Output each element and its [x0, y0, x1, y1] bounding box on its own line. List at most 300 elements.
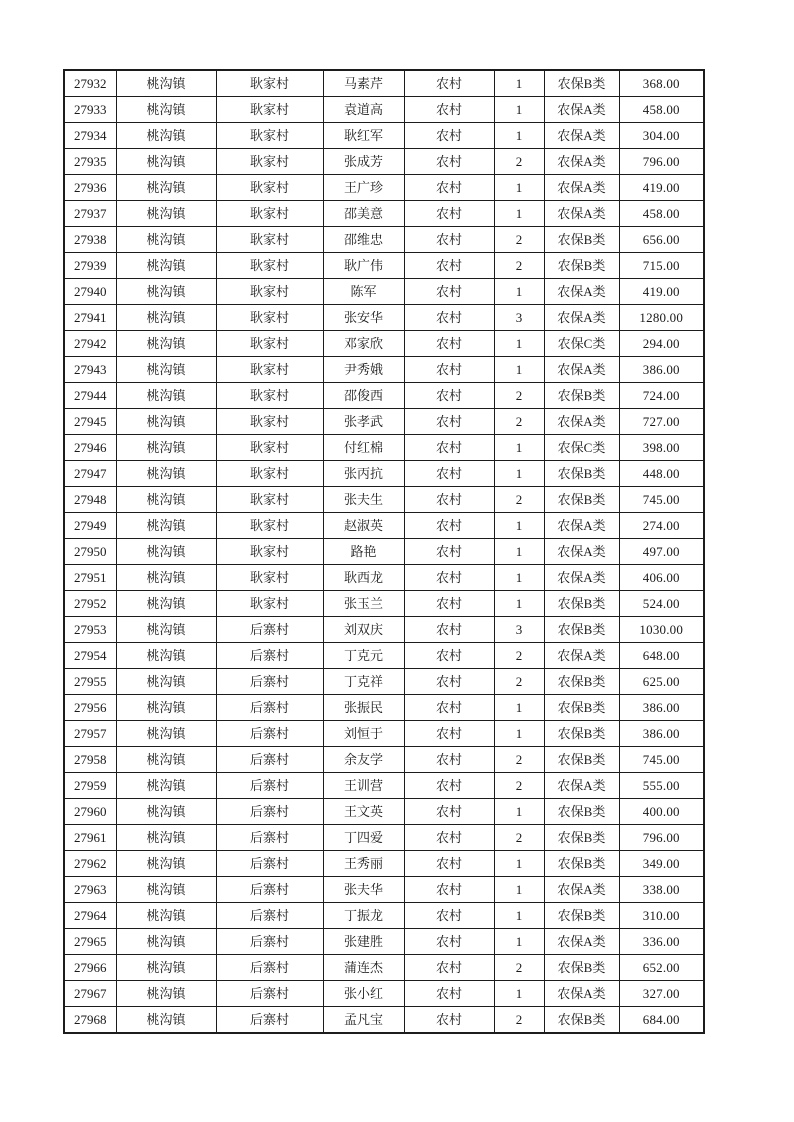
cell-record-id: 27947 [64, 461, 116, 487]
cell-village: 后寨村 [216, 981, 323, 1007]
cell-insurance-type: 农保B类 [544, 903, 619, 929]
cell-insurance-type: 农保B类 [544, 461, 619, 487]
cell-village: 耿家村 [216, 123, 323, 149]
cell-category: 农村 [404, 695, 494, 721]
cell-record-id: 27935 [64, 149, 116, 175]
cell-town: 桃沟镇 [116, 1007, 216, 1034]
table-row [64, 461, 704, 487]
cell-count: 2 [494, 773, 544, 799]
cell-insurance-type: 农保B类 [544, 955, 619, 981]
cell-town: 桃沟镇 [116, 175, 216, 201]
cell-village: 耿家村 [216, 175, 323, 201]
cell-person-name: 邵维忠 [323, 227, 404, 253]
table-row [64, 747, 704, 773]
table-row [64, 149, 704, 175]
cell-amount: 458.00 [619, 201, 704, 227]
cell-category: 农村 [404, 409, 494, 435]
table-row [64, 539, 704, 565]
cell-person-name: 刘双庆 [323, 617, 404, 643]
cell-town: 桃沟镇 [116, 617, 216, 643]
cell-category: 农村 [404, 123, 494, 149]
cell-amount: 524.00 [619, 591, 704, 617]
cell-town: 桃沟镇 [116, 461, 216, 487]
cell-count: 1 [494, 279, 544, 305]
cell-insurance-type: 农保A类 [544, 539, 619, 565]
cell-record-id: 27958 [64, 747, 116, 773]
cell-village: 耿家村 [216, 409, 323, 435]
cell-person-name: 袁道高 [323, 97, 404, 123]
cell-record-id: 27936 [64, 175, 116, 201]
table-row [64, 825, 704, 851]
cell-village: 后寨村 [216, 773, 323, 799]
table-row [64, 279, 704, 305]
cell-town: 桃沟镇 [116, 981, 216, 1007]
cell-count: 1 [494, 513, 544, 539]
cell-town: 桃沟镇 [116, 487, 216, 513]
cell-amount: 727.00 [619, 409, 704, 435]
cell-town: 桃沟镇 [116, 97, 216, 123]
cell-village: 后寨村 [216, 929, 323, 955]
cell-record-id: 27943 [64, 357, 116, 383]
cell-person-name: 张小红 [323, 981, 404, 1007]
cell-amount: 745.00 [619, 487, 704, 513]
cell-town: 桃沟镇 [116, 201, 216, 227]
cell-category: 农村 [404, 877, 494, 903]
cell-amount: 458.00 [619, 97, 704, 123]
cell-person-name: 王广珍 [323, 175, 404, 201]
cell-village: 耿家村 [216, 539, 323, 565]
cell-category: 农村 [404, 981, 494, 1007]
cell-town: 桃沟镇 [116, 695, 216, 721]
cell-insurance-type: 农保B类 [544, 695, 619, 721]
table-body [64, 70, 704, 1033]
cell-village: 耿家村 [216, 201, 323, 227]
table-row [64, 669, 704, 695]
cell-record-id: 27955 [64, 669, 116, 695]
cell-town: 桃沟镇 [116, 279, 216, 305]
cell-category: 农村 [404, 461, 494, 487]
cell-amount: 724.00 [619, 383, 704, 409]
cell-town: 桃沟镇 [116, 955, 216, 981]
cell-count: 1 [494, 565, 544, 591]
cell-amount: 398.00 [619, 435, 704, 461]
cell-count: 1 [494, 435, 544, 461]
table-row [64, 97, 704, 123]
cell-insurance-type: 农保B类 [544, 851, 619, 877]
cell-amount: 497.00 [619, 539, 704, 565]
cell-person-name: 耿西龙 [323, 565, 404, 591]
cell-record-id: 27941 [64, 305, 116, 331]
cell-category: 农村 [404, 773, 494, 799]
cell-count: 1 [494, 539, 544, 565]
cell-count: 2 [494, 669, 544, 695]
cell-category: 农村 [404, 799, 494, 825]
cell-town: 桃沟镇 [116, 851, 216, 877]
cell-village: 后寨村 [216, 721, 323, 747]
cell-person-name: 付红棉 [323, 435, 404, 461]
cell-category: 农村 [404, 357, 494, 383]
cell-town: 桃沟镇 [116, 825, 216, 851]
cell-category: 农村 [404, 721, 494, 747]
cell-category: 农村 [404, 149, 494, 175]
cell-village: 后寨村 [216, 643, 323, 669]
cell-record-id: 27967 [64, 981, 116, 1007]
cell-village: 耿家村 [216, 149, 323, 175]
cell-town: 桃沟镇 [116, 929, 216, 955]
cell-insurance-type: 农保A类 [544, 565, 619, 591]
cell-record-id: 27956 [64, 695, 116, 721]
cell-count: 1 [494, 695, 544, 721]
cell-record-id: 27938 [64, 227, 116, 253]
cell-record-id: 27961 [64, 825, 116, 851]
cell-count: 1 [494, 461, 544, 487]
table-row [64, 851, 704, 877]
cell-category: 农村 [404, 825, 494, 851]
cell-insurance-type: 农保A类 [544, 981, 619, 1007]
cell-category: 农村 [404, 643, 494, 669]
cell-category: 农村 [404, 1007, 494, 1034]
cell-village: 耿家村 [216, 487, 323, 513]
cell-count: 2 [494, 747, 544, 773]
table-row [64, 773, 704, 799]
table-row [64, 799, 704, 825]
cell-record-id: 27950 [64, 539, 116, 565]
table-row [64, 617, 704, 643]
cell-town: 桃沟镇 [116, 409, 216, 435]
cell-amount: 555.00 [619, 773, 704, 799]
cell-record-id: 27932 [64, 70, 116, 97]
cell-record-id: 27934 [64, 123, 116, 149]
cell-amount: 336.00 [619, 929, 704, 955]
cell-category: 农村 [404, 97, 494, 123]
cell-person-name: 孟凡宝 [323, 1007, 404, 1034]
cell-category: 农村 [404, 929, 494, 955]
cell-count: 3 [494, 617, 544, 643]
cell-person-name: 耿广伟 [323, 253, 404, 279]
cell-village: 耿家村 [216, 513, 323, 539]
cell-village: 后寨村 [216, 825, 323, 851]
cell-amount: 648.00 [619, 643, 704, 669]
cell-village: 后寨村 [216, 955, 323, 981]
cell-insurance-type: 农保A类 [544, 357, 619, 383]
cell-amount: 796.00 [619, 825, 704, 851]
cell-town: 桃沟镇 [116, 70, 216, 97]
cell-person-name: 丁克元 [323, 643, 404, 669]
table-row [64, 591, 704, 617]
cell-village: 后寨村 [216, 617, 323, 643]
cell-record-id: 27939 [64, 253, 116, 279]
cell-record-id: 27954 [64, 643, 116, 669]
cell-village: 耿家村 [216, 253, 323, 279]
cell-category: 农村 [404, 851, 494, 877]
cell-town: 桃沟镇 [116, 123, 216, 149]
cell-record-id: 27959 [64, 773, 116, 799]
cell-insurance-type: 农保B类 [544, 669, 619, 695]
cell-insurance-type: 农保B类 [544, 1007, 619, 1034]
cell-amount: 796.00 [619, 149, 704, 175]
cell-record-id: 27948 [64, 487, 116, 513]
cell-count: 1 [494, 70, 544, 97]
cell-category: 农村 [404, 513, 494, 539]
cell-town: 桃沟镇 [116, 799, 216, 825]
cell-person-name: 张安华 [323, 305, 404, 331]
cell-category: 农村 [404, 487, 494, 513]
table-row [64, 331, 704, 357]
cell-village: 后寨村 [216, 877, 323, 903]
cell-count: 2 [494, 487, 544, 513]
cell-amount: 386.00 [619, 721, 704, 747]
cell-amount: 338.00 [619, 877, 704, 903]
cell-person-name: 蒲连杰 [323, 955, 404, 981]
cell-category: 农村 [404, 539, 494, 565]
table-row [64, 70, 704, 97]
cell-person-name: 邓家欣 [323, 331, 404, 357]
cell-insurance-type: 农保A类 [544, 877, 619, 903]
cell-village: 后寨村 [216, 851, 323, 877]
cell-village: 后寨村 [216, 669, 323, 695]
cell-amount: 274.00 [619, 513, 704, 539]
cell-town: 桃沟镇 [116, 591, 216, 617]
cell-village: 耿家村 [216, 461, 323, 487]
cell-person-name: 耿红军 [323, 123, 404, 149]
cell-town: 桃沟镇 [116, 721, 216, 747]
table-row [64, 435, 704, 461]
cell-amount: 368.00 [619, 70, 704, 97]
cell-count: 2 [494, 253, 544, 279]
table-row [64, 513, 704, 539]
cell-insurance-type: 农保A类 [544, 201, 619, 227]
cell-category: 农村 [404, 227, 494, 253]
cell-count: 2 [494, 227, 544, 253]
cell-person-name: 张丙抗 [323, 461, 404, 487]
cell-insurance-type: 农保A类 [544, 175, 619, 201]
cell-count: 1 [494, 97, 544, 123]
cell-record-id: 27962 [64, 851, 116, 877]
table-row [64, 305, 704, 331]
cell-town: 桃沟镇 [116, 253, 216, 279]
table-row [64, 201, 704, 227]
table-row [64, 903, 704, 929]
cell-amount: 406.00 [619, 565, 704, 591]
cell-insurance-type: 农保C类 [544, 435, 619, 461]
cell-town: 桃沟镇 [116, 513, 216, 539]
cell-count: 1 [494, 357, 544, 383]
table-row [64, 565, 704, 591]
table-row [64, 721, 704, 747]
cell-category: 农村 [404, 383, 494, 409]
cell-amount: 745.00 [619, 747, 704, 773]
cell-insurance-type: 农保A类 [544, 123, 619, 149]
cell-person-name: 刘恒于 [323, 721, 404, 747]
cell-village: 后寨村 [216, 799, 323, 825]
cell-count: 1 [494, 175, 544, 201]
cell-village: 耿家村 [216, 565, 323, 591]
cell-insurance-type: 农保B类 [544, 617, 619, 643]
cell-person-name: 王训营 [323, 773, 404, 799]
cell-town: 桃沟镇 [116, 539, 216, 565]
cell-record-id: 27964 [64, 903, 116, 929]
cell-count: 2 [494, 149, 544, 175]
cell-amount: 294.00 [619, 331, 704, 357]
table-row [64, 981, 704, 1007]
cell-person-name: 赵淑英 [323, 513, 404, 539]
cell-amount: 1280.00 [619, 305, 704, 331]
cell-village: 后寨村 [216, 695, 323, 721]
cell-record-id: 27953 [64, 617, 116, 643]
cell-count: 1 [494, 929, 544, 955]
cell-amount: 419.00 [619, 279, 704, 305]
cell-count: 2 [494, 643, 544, 669]
cell-record-id: 27937 [64, 201, 116, 227]
cell-record-id: 27944 [64, 383, 116, 409]
cell-record-id: 27960 [64, 799, 116, 825]
table-row [64, 487, 704, 513]
table-row [64, 409, 704, 435]
cell-person-name: 陈军 [323, 279, 404, 305]
cell-count: 1 [494, 799, 544, 825]
cell-insurance-type: 农保B类 [544, 253, 619, 279]
cell-person-name: 丁克祥 [323, 669, 404, 695]
cell-record-id: 27952 [64, 591, 116, 617]
cell-person-name: 张成芳 [323, 149, 404, 175]
cell-insurance-type: 农保A类 [544, 97, 619, 123]
cell-record-id: 27965 [64, 929, 116, 955]
cell-insurance-type: 农保A类 [544, 513, 619, 539]
cell-insurance-type: 农保A类 [544, 305, 619, 331]
cell-category: 农村 [404, 175, 494, 201]
cell-category: 农村 [404, 903, 494, 929]
cell-town: 桃沟镇 [116, 747, 216, 773]
cell-town: 桃沟镇 [116, 643, 216, 669]
cell-category: 农村 [404, 70, 494, 97]
cell-village: 耿家村 [216, 357, 323, 383]
cell-count: 2 [494, 955, 544, 981]
cell-count: 1 [494, 721, 544, 747]
cell-insurance-type: 农保B类 [544, 747, 619, 773]
cell-count: 2 [494, 1007, 544, 1034]
cell-town: 桃沟镇 [116, 331, 216, 357]
cell-category: 农村 [404, 591, 494, 617]
cell-amount: 310.00 [619, 903, 704, 929]
cell-village: 耿家村 [216, 279, 323, 305]
cell-insurance-type: 农保B类 [544, 383, 619, 409]
cell-category: 农村 [404, 565, 494, 591]
table-row [64, 253, 704, 279]
cell-category: 农村 [404, 435, 494, 461]
table-row [64, 643, 704, 669]
cell-insurance-type: 农保A类 [544, 929, 619, 955]
cell-insurance-type: 农保B类 [544, 799, 619, 825]
cell-record-id: 27940 [64, 279, 116, 305]
cell-person-name: 路艳 [323, 539, 404, 565]
table-row [64, 955, 704, 981]
cell-town: 桃沟镇 [116, 773, 216, 799]
cell-village: 耿家村 [216, 70, 323, 97]
cell-count: 2 [494, 825, 544, 851]
cell-amount: 715.00 [619, 253, 704, 279]
cell-person-name: 王文英 [323, 799, 404, 825]
cell-insurance-type: 农保A类 [544, 279, 619, 305]
cell-category: 农村 [404, 747, 494, 773]
cell-record-id: 27957 [64, 721, 116, 747]
cell-record-id: 27963 [64, 877, 116, 903]
cell-count: 3 [494, 305, 544, 331]
cell-person-name: 丁振龙 [323, 903, 404, 929]
cell-person-name: 邵美意 [323, 201, 404, 227]
cell-record-id: 27968 [64, 1007, 116, 1034]
cell-person-name: 尹秀娥 [323, 357, 404, 383]
cell-insurance-type: 农保B类 [544, 825, 619, 851]
cell-village: 后寨村 [216, 747, 323, 773]
cell-record-id: 27951 [64, 565, 116, 591]
cell-insurance-type: 农保B类 [544, 487, 619, 513]
cell-amount: 349.00 [619, 851, 704, 877]
cell-person-name: 邵俊西 [323, 383, 404, 409]
cell-category: 农村 [404, 201, 494, 227]
cell-person-name: 张夫生 [323, 487, 404, 513]
cell-count: 1 [494, 981, 544, 1007]
table-row [64, 695, 704, 721]
table-row [64, 877, 704, 903]
cell-town: 桃沟镇 [116, 435, 216, 461]
cell-count: 2 [494, 409, 544, 435]
cell-amount: 327.00 [619, 981, 704, 1007]
cell-person-name: 余友学 [323, 747, 404, 773]
cell-village: 后寨村 [216, 1007, 323, 1034]
cell-village: 耿家村 [216, 97, 323, 123]
table-row [64, 357, 704, 383]
cell-amount: 448.00 [619, 461, 704, 487]
cell-count: 1 [494, 123, 544, 149]
cell-amount: 684.00 [619, 1007, 704, 1034]
table-row [64, 1007, 704, 1034]
cell-record-id: 27933 [64, 97, 116, 123]
table-row [64, 383, 704, 409]
cell-town: 桃沟镇 [116, 565, 216, 591]
table-row [64, 929, 704, 955]
cell-insurance-type: 农保B类 [544, 721, 619, 747]
cell-insurance-type: 农保B类 [544, 70, 619, 97]
cell-insurance-type: 农保B类 [544, 591, 619, 617]
cell-amount: 419.00 [619, 175, 704, 201]
cell-insurance-type: 农保B类 [544, 227, 619, 253]
cell-person-name: 张建胜 [323, 929, 404, 955]
cell-person-name: 张孝武 [323, 409, 404, 435]
cell-town: 桃沟镇 [116, 149, 216, 175]
cell-count: 1 [494, 201, 544, 227]
cell-record-id: 27946 [64, 435, 116, 461]
cell-count: 1 [494, 877, 544, 903]
cell-town: 桃沟镇 [116, 383, 216, 409]
cell-record-id: 27966 [64, 955, 116, 981]
cell-town: 桃沟镇 [116, 877, 216, 903]
cell-village: 耿家村 [216, 383, 323, 409]
cell-amount: 400.00 [619, 799, 704, 825]
cell-village: 耿家村 [216, 227, 323, 253]
cell-person-name: 张玉兰 [323, 591, 404, 617]
cell-amount: 656.00 [619, 227, 704, 253]
cell-village: 后寨村 [216, 903, 323, 929]
cell-amount: 386.00 [619, 695, 704, 721]
cell-insurance-type: 农保A类 [544, 643, 619, 669]
cell-count: 1 [494, 903, 544, 929]
cell-category: 农村 [404, 617, 494, 643]
cell-amount: 625.00 [619, 669, 704, 695]
cell-amount: 1030.00 [619, 617, 704, 643]
cell-person-name: 张振民 [323, 695, 404, 721]
cell-insurance-type: 农保A类 [544, 149, 619, 175]
table-row [64, 175, 704, 201]
